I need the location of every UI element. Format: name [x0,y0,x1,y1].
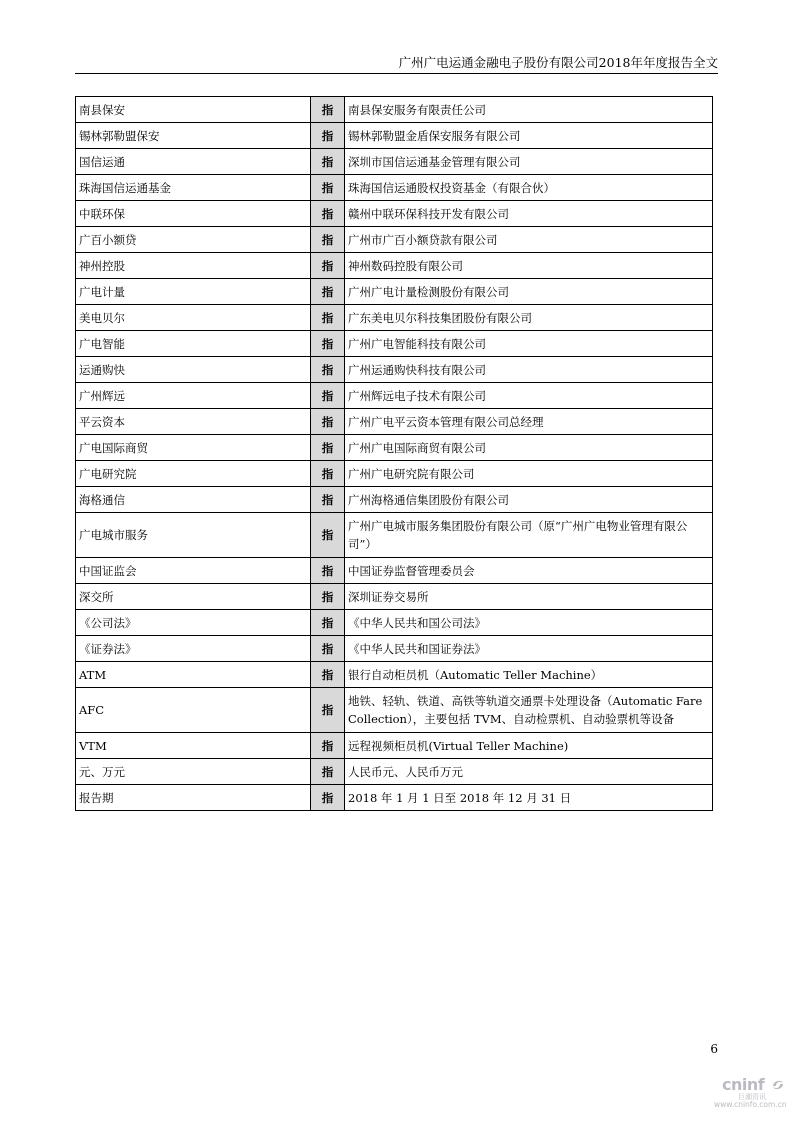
term-cell: 广百小额贷 [76,227,311,253]
refers-to-cell: 指 [311,305,345,331]
definition-cell: 广州市广百小额贷款有限公司 [345,227,713,253]
table-row [76,513,713,558]
refers-to-cell: 指 [311,279,345,305]
table-row [76,175,713,201]
refers-to-cell: 指 [311,383,345,409]
table-row [76,461,713,487]
definition-cell: 珠海国信运通股权投资基金（有限合伙） [345,175,713,201]
definition-cell: 人民币元、人民币万元 [345,759,713,785]
definition-cell: 深圳证券交易所 [345,584,713,610]
term-cell: 《公司法》 [76,610,311,636]
refers-to-cell: 指 [311,759,345,785]
table-row [76,201,713,227]
refers-to-cell: 指 [311,513,345,558]
definition-cell: 广州广电研究院有限公司 [345,461,713,487]
definition-cell: 地铁、轻轨、铁道、高铁等轨道交通票卡处理设备（Automatic Fare Collection），主要包括 TVM、自动检票机、自动验票机等设备 [345,688,713,733]
term-cell: 珠海国信运通基金 [76,175,311,201]
definition-cell: 广州海格通信集团股份有限公司 [345,487,713,513]
table-row [76,331,713,357]
table-row [76,253,713,279]
refers-to-cell: 指 [311,558,345,584]
term-cell: 中联环保 [76,201,311,227]
cninfo-logo [712,1075,790,1111]
table-row [76,435,713,461]
refers-to-cell: 指 [311,435,345,461]
term-cell: 锡林郭勒盟保安 [76,123,311,149]
table-row [76,759,713,785]
definition-cell: 赣州中联环保科技开发有限公司 [345,201,713,227]
refers-to-cell: 指 [311,149,345,175]
table-row [76,383,713,409]
definition-cell: 《中华人民共和国证券法》 [345,636,713,662]
refers-to-cell: 指 [311,175,345,201]
definition-cell: 南县保安服务有限责任公司 [345,97,713,123]
logo-chinese-name: 巨潮资讯 [738,1093,766,1101]
refers-to-cell: 指 [311,227,345,253]
definition-cell: 广州广电计量检测股份有限公司 [345,279,713,305]
definition-cell: 深圳市国信运通基金管理有限公司 [345,149,713,175]
refers-to-cell: 指 [311,97,345,123]
header-divider [75,73,718,74]
term-cell: 广电智能 [76,331,311,357]
refers-to-cell: 指 [311,584,345,610]
refers-to-cell: 指 [311,461,345,487]
logo-url: www.cninfo.com.cn [714,1100,787,1109]
term-cell: 广电国际商贸 [76,435,311,461]
definition-cell: 锡林郭勒盟金盾保安服务有限公司 [345,123,713,149]
table-row [76,662,713,688]
term-cell: 海格通信 [76,487,311,513]
refers-to-cell: 指 [311,785,345,811]
table-row [76,357,713,383]
term-cell: 美电贝尔 [76,305,311,331]
table-row [76,97,713,123]
definition-cell: 广东美电贝尔科技集团股份有限公司 [345,305,713,331]
term-cell: 中国证监会 [76,558,311,584]
definition-cell: 远程视频柜员机(Virtual Teller Machine) [345,733,713,759]
definition-cell: 神州数码控股有限公司 [345,253,713,279]
term-cell: ATM [76,662,311,688]
table-row [76,610,713,636]
table-row [76,636,713,662]
term-cell: 运通购快 [76,357,311,383]
refers-to-cell: 指 [311,201,345,227]
page-number: 6 [710,1042,718,1056]
refers-to-cell: 指 [311,487,345,513]
report-header-title: 广州广电运通金融电子股份有限公司2018年年度报告全文 [398,55,718,70]
refers-to-cell: 指 [311,253,345,279]
refers-to-cell: 指 [311,688,345,733]
table-row [76,688,713,733]
term-cell: 广电城市服务 [76,513,311,558]
definition-cell: 中国证券监督管理委员会 [345,558,713,584]
term-cell: 元、万元 [76,759,311,785]
definitions-table [75,96,713,811]
table-row [76,227,713,253]
definition-cell: 广州运通购快科技有限公司 [345,357,713,383]
definition-cell: 广州广电城市服务集团股份有限公司（原“广州广电物业管理有限公司”） [345,513,713,558]
table-row [76,279,713,305]
term-cell: AFC [76,688,311,733]
definition-cell: 《中华人民共和国公司法》 [345,610,713,636]
definition-cell: 广州广电平云资本管理有限公司总经理 [345,409,713,435]
table-row [76,149,713,175]
refers-to-cell: 指 [311,123,345,149]
definition-cell: 广州辉远电子技术有限公司 [345,383,713,409]
refers-to-cell: 指 [311,409,345,435]
term-cell: 广电研究院 [76,461,311,487]
refers-to-cell: 指 [311,662,345,688]
table-row [76,558,713,584]
table-row [76,487,713,513]
refers-to-cell: 指 [311,636,345,662]
definition-cell: 银行自动柜员机（Automatic Teller Machine） [345,662,713,688]
term-cell: 广电计量 [76,279,311,305]
table-row [76,409,713,435]
definition-cell: 广州广电智能科技有限公司 [345,331,713,357]
term-cell: 《证券法》 [76,636,311,662]
term-cell: 平云资本 [76,409,311,435]
refers-to-cell: 指 [311,610,345,636]
term-cell: 国信运通 [76,149,311,175]
table-row [76,305,713,331]
definition-cell: 2018 年 1 月 1 日至 2018 年 12 月 31 日 [345,785,713,811]
term-cell: VTM [76,733,311,759]
term-cell: 广州辉远 [76,383,311,409]
refers-to-cell: 指 [311,733,345,759]
swirl-icon [770,1077,786,1093]
table-row [76,584,713,610]
term-cell: 南县保安 [76,97,311,123]
refers-to-cell: 指 [311,357,345,383]
table-row [76,733,713,759]
term-cell: 报告期 [76,785,311,811]
definition-cell: 广州广电国际商贸有限公司 [345,435,713,461]
term-cell: 神州控股 [76,253,311,279]
table-row [76,123,713,149]
logo-wordmark: cninf [722,1075,765,1094]
table-row [76,785,713,811]
refers-to-cell: 指 [311,331,345,357]
term-cell: 深交所 [76,584,311,610]
